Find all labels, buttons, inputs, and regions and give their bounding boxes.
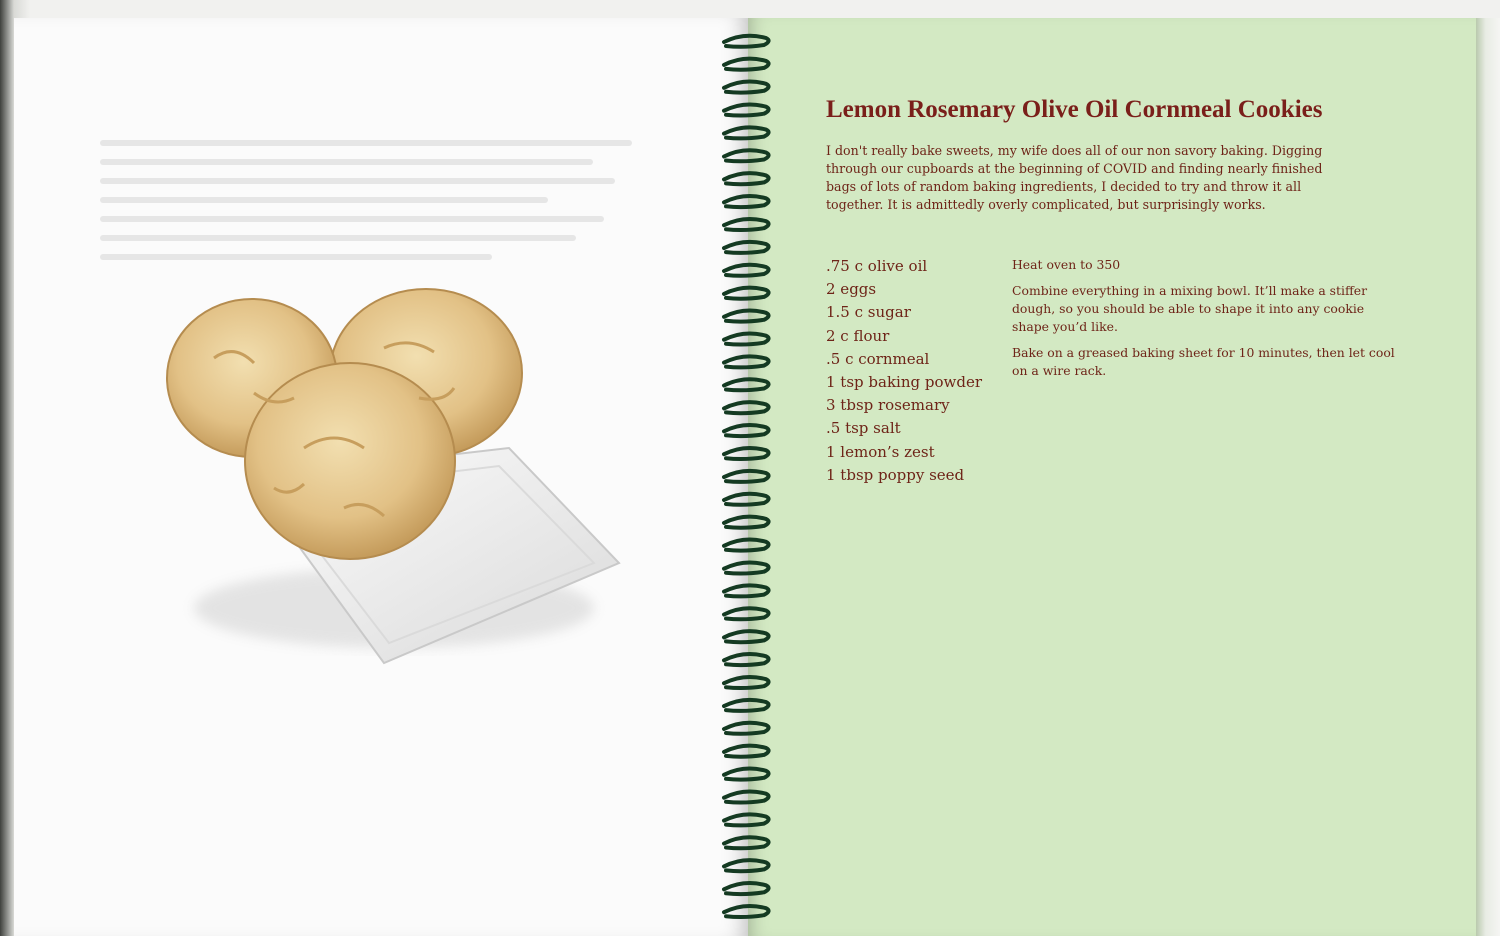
binding-coil: [724, 356, 769, 367]
binding-coil: [724, 677, 769, 688]
ingredient-item: 1 lemon’s zest: [826, 442, 935, 461]
binding-coil: [724, 723, 769, 734]
ingredient-list: [826, 255, 982, 487]
binding-coil: [724, 631, 769, 642]
binding-coil: [724, 769, 769, 780]
binding-coil: [724, 402, 769, 413]
ingredient-item: 1 tsp baking powder: [826, 373, 982, 392]
binding-coil: [724, 906, 769, 917]
binding-coil: [724, 333, 769, 344]
ingredient-item: .5 c cornmeal: [826, 349, 930, 368]
ingredient-item: .5 tsp salt: [826, 419, 901, 438]
binding-coil: [724, 265, 769, 276]
binding-coil: [724, 517, 769, 528]
ingredient-item: 1 tbsp poppy seed: [826, 465, 965, 484]
binding-coil: [724, 150, 769, 161]
binding-coil: [724, 654, 769, 665]
left-page: [14, 18, 748, 936]
binding-coil: [724, 36, 769, 47]
binding-coil: [724, 59, 769, 70]
binding-coil: [724, 883, 769, 894]
instruction-step: Heat oven to 350: [1012, 257, 1121, 272]
instruction-step: Combine everything in a mixing bowl. It’ll make a stiffer dough, so you should be able to shape it into any cookie shape you’d like.: [1012, 283, 1368, 334]
binding-coil: [724, 104, 769, 115]
binding-coil: [724, 127, 769, 138]
binding-coil: [724, 219, 769, 230]
binding-coil: [724, 746, 769, 757]
instruction-step: Bake on a greased baking sheet for 10 minutes, then let cool on a wire rack.: [1012, 345, 1395, 378]
binding-coil: [724, 540, 769, 551]
binding-coil: [724, 311, 769, 322]
binding-coil: [724, 791, 769, 802]
binding-coil: [724, 608, 769, 619]
binding-coil: [724, 562, 769, 573]
recipe-title: Lemon Rosemary Olive Oil Cornmeal Cookies: [826, 96, 1323, 123]
binding-coil: [724, 814, 769, 825]
binding-coil: [724, 425, 769, 436]
ingredient-item: 2 eggs: [826, 280, 877, 299]
ingredient-item: 3 tbsp rosemary: [826, 396, 950, 415]
binding-coil: [724, 82, 769, 93]
binding-coil: [724, 379, 769, 390]
binding-coil: [724, 288, 769, 299]
binding-coil: [724, 837, 769, 848]
binding-coil: [724, 585, 769, 596]
binding-coil: [724, 860, 769, 871]
spiral-binding: [714, 28, 780, 920]
binding-coil: [724, 173, 769, 184]
ingredient-item: .75 c olive oil: [826, 257, 928, 275]
recipe-intro: I don't really bake sweets, my wife does all of our non savory baking. Digging through our cupboards at the beginning of COVID and finding nearly finished bags of lots of random baking ingredients, I decided to try and throw it all together. It is admittedly overly complicated, but surprisingly works.: [826, 143, 1323, 212]
page-edge: [1476, 18, 1500, 936]
binding-coil: [724, 700, 769, 711]
bleed-through-text: [100, 140, 660, 273]
instruction-list: [1012, 256, 1402, 388]
binding-coil: [724, 471, 769, 482]
binding-coil: [724, 196, 769, 207]
binding-coil: [724, 242, 769, 253]
ingredient-item: 1.5 c sugar: [826, 303, 911, 322]
binding-coil: [724, 494, 769, 505]
binding-coil: [724, 448, 769, 459]
cookie-photo: [154, 278, 634, 678]
ingredient-item: 2 c flour: [826, 326, 890, 345]
